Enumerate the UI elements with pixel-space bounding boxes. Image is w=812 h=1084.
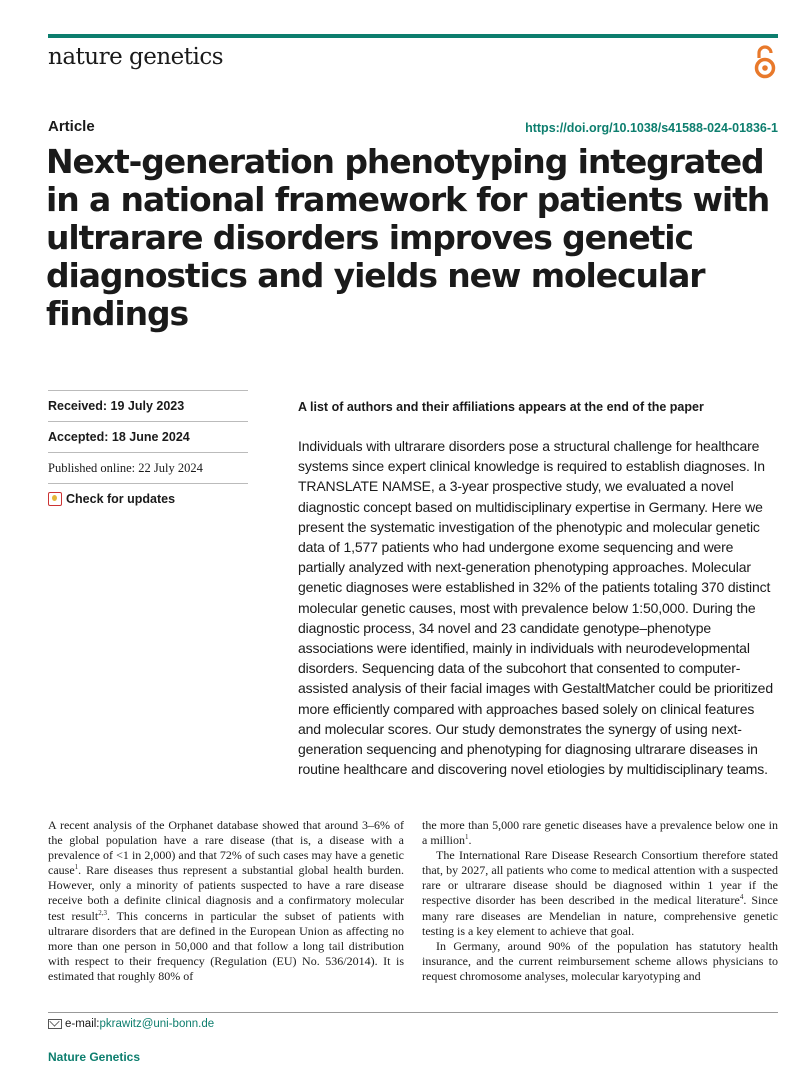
citation-link[interactable]: 4 bbox=[739, 893, 744, 902]
publication-meta bbox=[48, 390, 248, 514]
email-label: e-mail: bbox=[65, 1018, 100, 1030]
published-date: Published online: 22 July 2024 bbox=[48, 452, 248, 483]
check-updates-label: Check for updates bbox=[66, 492, 176, 506]
citation-link[interactable]: 2,3 bbox=[98, 908, 107, 917]
envelope-icon bbox=[48, 1019, 62, 1029]
open-access-icon bbox=[752, 44, 778, 80]
paragraph: A recent analysis of the Orphanet database showed that around 3–6% of the global population have a rare disease (that is, a disease with a prevalence of <1 in 2,000) and that 72% of such cases may have a genetic cause$^1$. Rare diseases thus represent a substantial global health burden. However, only a minority of patients suspected to have a rare disease receive both a definite clinical diagnosis and a confirmatory molecular test result$^{2,3}$. This concerns in particular the subset of patients with ultrarare disorders that are defined in the European Union as affecting no more than one person in 50,000 and that follow a long tail distribution with respect to their frequency (Regulation (EU) No. 536/2014). It is estimated that roughly 80% of bbox=[48, 818, 404, 983]
contact-email bbox=[48, 1018, 214, 1030]
journal-logo: nature genetics bbox=[48, 44, 224, 70]
footnote-divider bbox=[48, 1012, 778, 1013]
citation-link[interactable]: 1 bbox=[465, 833, 469, 842]
article-type: Article bbox=[48, 118, 95, 135]
received-date: Received: 19 July 2023 bbox=[48, 390, 248, 421]
body-column-right bbox=[422, 818, 778, 984]
abstract: Individuals with ultrarare disorders pose a structural challenge for healthcare systems since expert clinical knowledge is required to establish diagnoses. In TRANSLATE NAMSE, a 3-year prospective study, we evaluated a novel diagnostic concept based on multidisciplinary expertise in Germany. Here we present the systematic investigation of the phenotypic and molecular genetic data of 1,577 patients who had undergone exome sequencing and were partially analyzed with next-generation phenotyping approaches. Molecular genetic diagnoses were established in 32% of the patients totaling 370 distinct molecular genetic causes, most with prevalence below 1:50,000. During the diagnostic process, 34 novel and 23 candidate genotype–phenotype associations were identified, mainly in individuals with neurodevelopmental disorders. Sequencing data of the subcohort that consented to computer-assisted analysis of their facial images with GestaltMatcher could be prioritized more efficiently compared with approaches based solely on clinical features and molecular scores. Our study demonstrates the synergy of using next-generation sequencing and phenotyping for diagnosing ultrarare diseases in routine healthcare and discovering novel etiologies by multidisciplinary teams. bbox=[298, 438, 773, 778]
check-for-updates-button[interactable] bbox=[48, 483, 248, 514]
authors-note: A list of authors and their affiliations appears at the end of the paper bbox=[298, 400, 704, 414]
email-link[interactable]: pkrawitz@uni-bonn.de bbox=[99, 1018, 215, 1030]
accepted-date: Accepted: 18 June 2024 bbox=[48, 421, 248, 452]
doi-link[interactable]: https://doi.org/10.1038/s41588-024-01836-1 bbox=[525, 121, 778, 135]
citation-link[interactable]: 1 bbox=[74, 863, 79, 872]
header-rule bbox=[48, 34, 778, 38]
paragraph: In Germany, around 90% of the population has statutory health insurance, and the current reimbursement scheme allows physicians to request chromosome analyses, molecular karyotyping and bbox=[422, 938, 778, 983]
body-column-left bbox=[48, 818, 404, 984]
check-updates-icon bbox=[48, 492, 62, 506]
body-text bbox=[48, 818, 778, 984]
article-title: Next-generation phenotyping integrated in a national framework for patients with ultrarare disorders improves genetic diagnostics and yields new molecular findings bbox=[46, 142, 770, 333]
journal-footer: Nature Genetics bbox=[48, 1050, 141, 1064]
paragraph: the more than 5,000 rare genetic diseases have a prevalence below one in a million$^1$. bbox=[422, 818, 778, 848]
paragraph: The International Rare Disease Research Consortium therefore stated that, by 2027, all patients who come to medical attention with a suspected rare or ultrarare disease should be diagnosed within 1 year if the respective disorder has been described in the medical literature$^4$. Since many rare diseases are Mendelian in nature, comprehensive genetic testing is a key element to achieve that goal. bbox=[422, 848, 778, 938]
